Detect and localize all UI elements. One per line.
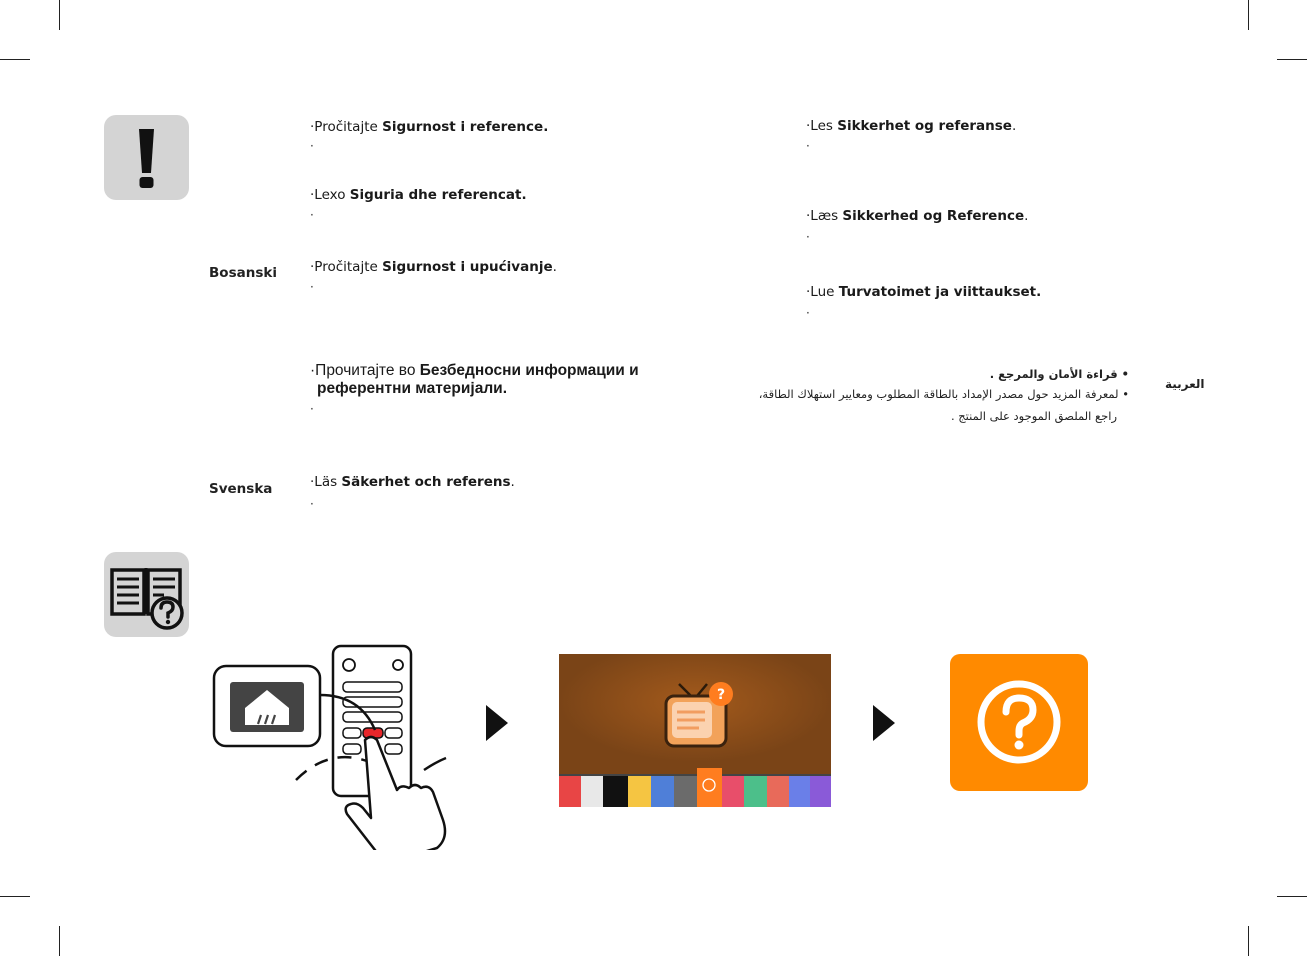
language-label: Svenska xyxy=(209,481,273,497)
crop-mark xyxy=(1277,59,1307,60)
read-item-6: ·Les Sikkerhet og referanse. xyxy=(806,118,1017,134)
crop-mark xyxy=(1277,896,1307,897)
bullet: · xyxy=(806,306,810,320)
read-item-7: ·Læs Sikkerhed og Reference. xyxy=(806,208,1029,224)
bullet: · xyxy=(310,497,314,511)
arrow-right-icon xyxy=(486,705,508,741)
read-item-3: ·Pročitajte Sigurnost i upućivanje. xyxy=(310,259,557,275)
exclamation-icon xyxy=(104,115,189,200)
bullet: · xyxy=(310,402,314,416)
bullet: · xyxy=(310,139,314,153)
remote-illustration xyxy=(210,640,470,850)
arabic-line-2: • لمعرفة المزيد حول مصدر الإمداد بالطاقة المطلوب ومعايير استهلاك الطاقة، xyxy=(758,387,1129,401)
read-item-5: ·Läs Säkerhet och referens. xyxy=(310,474,515,490)
bullet: · xyxy=(310,208,314,222)
read-item-1: ·Pročitajte Sigurnost i reference. xyxy=(310,119,549,135)
language-label: Bosanski xyxy=(209,265,277,281)
bullet: · xyxy=(806,230,810,244)
read-item-2: ·Lexo Siguria dhe referencat. xyxy=(310,187,527,203)
help-question-icon xyxy=(950,654,1088,791)
crop-mark xyxy=(59,0,60,30)
manual-help-icon xyxy=(104,552,189,637)
arrow-right-icon xyxy=(873,705,895,741)
tv-screen-illustration xyxy=(559,654,831,807)
read-item-4: ·Прочитајте во Безбедносни информации и референтни материјали. xyxy=(310,362,639,397)
crop-mark xyxy=(59,926,60,956)
arabic-line-1: • قراءة الأمان والمرجع . xyxy=(989,367,1129,381)
read-item-8: ·Lue Turvatoimet ja viittaukset. xyxy=(806,284,1042,300)
arabic-line-3: راجع الملصق الموجود على المنتج . xyxy=(950,409,1117,423)
crop-mark xyxy=(1248,926,1249,956)
crop-mark xyxy=(1248,0,1249,30)
crop-mark xyxy=(0,896,30,897)
bullet: · xyxy=(806,139,810,153)
crop-mark xyxy=(0,59,30,60)
language-label-arabic: العربية xyxy=(1165,377,1205,391)
bullet: · xyxy=(310,280,314,294)
svg-text:?: ? xyxy=(716,687,726,703)
